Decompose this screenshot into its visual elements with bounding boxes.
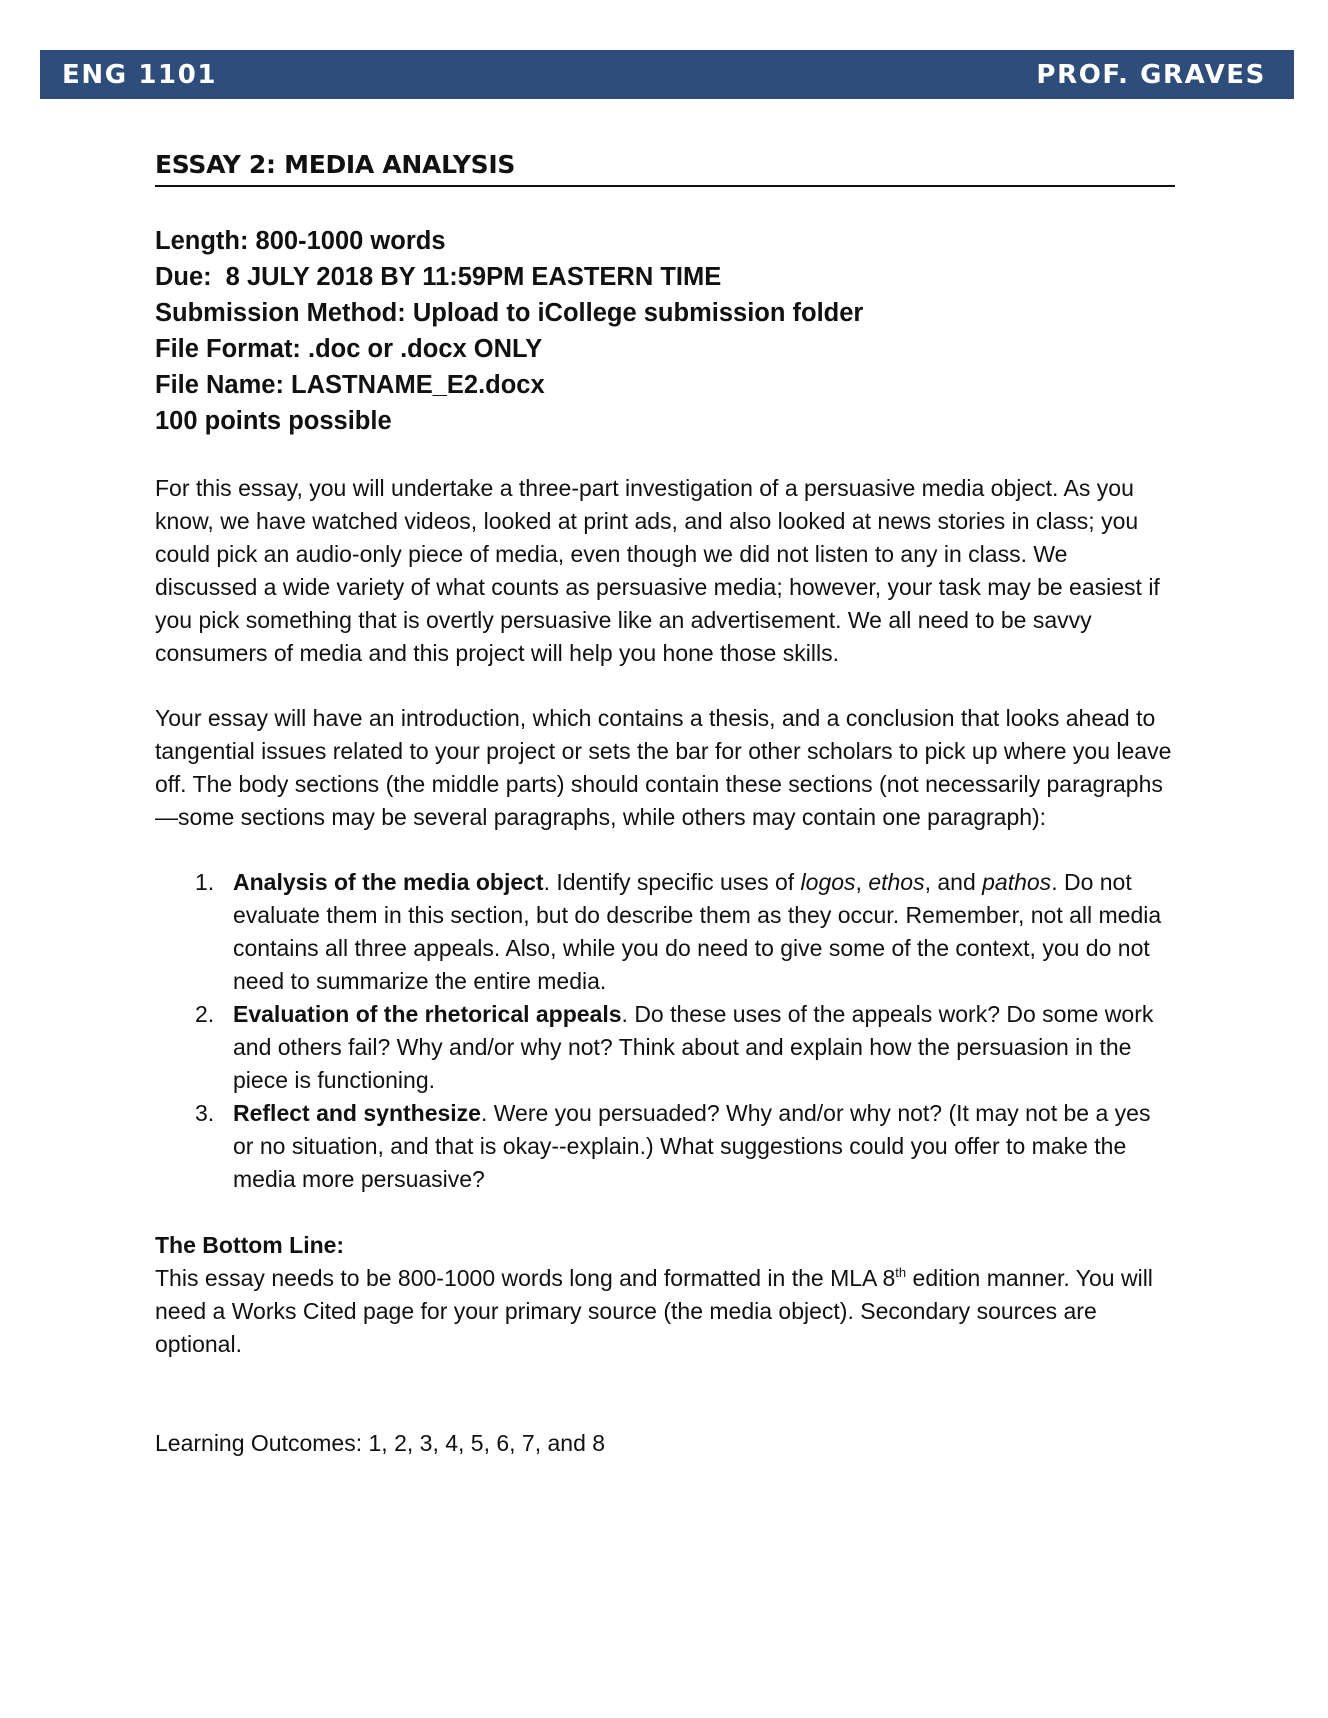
list-number: 2. xyxy=(195,1001,215,1027)
due-value: 8 JULY 2018 BY 11:59PM EASTERN TIME xyxy=(225,263,722,291)
separator: , xyxy=(855,869,869,895)
list-item-heading: Reflect and synthesize xyxy=(233,1100,481,1126)
term-logos: logos xyxy=(800,869,856,895)
list-item-text: . Identify specific uses of xyxy=(543,869,801,895)
instructor-name: PROF. GRAVES xyxy=(1036,59,1266,90)
list-number: 3. xyxy=(195,1100,215,1126)
body-sections-list xyxy=(155,866,1175,1196)
due-line xyxy=(155,259,1175,295)
header-bar xyxy=(40,50,1294,99)
term-ethos: ethos xyxy=(868,869,925,895)
bottom-line-heading: The Bottom Line: xyxy=(155,1232,345,1258)
bottom-line-paragraph xyxy=(155,1262,1175,1361)
intro-paragraph: For this essay, you will undertake a three-part investigation of a persuasive media object. As you know, we have watched videos, looked at print ads, and also looked at news stories in class; you could pick an audio-only piece of media, even though we did not listen to any in class. We discussed a wide variety of what counts as persuasive media; however, your task may be easiest if you pick something that is overtly persuasive like an advertisement. We all need to be savvy consumers of media and this project will help you hone those skills. xyxy=(155,475,1160,666)
list-item-heading: Analysis of the media object xyxy=(233,869,544,895)
term-pathos: pathos xyxy=(982,869,1052,895)
ordinal-superscript: th xyxy=(895,1265,907,1280)
list-item-text: . Do these uses of the appeals work? Do some work and others fail? Why and/or why not? Think about and explain how the persuasion in the piece is functioning. xyxy=(233,1001,1154,1093)
assignment-details xyxy=(155,223,1175,439)
bottom-line-text: edition manner. You will need a Works Cited page for your primary source (the media object). Secondary sources are optional. xyxy=(155,1265,1153,1357)
submission-line: Submission Method: Upload to iCollege submission folder xyxy=(155,299,864,327)
list-item xyxy=(195,1097,1175,1196)
due-label: Due: xyxy=(155,263,212,291)
learning-outcomes: Learning Outcomes: 1, 2, 3, 4, 5, 6, 7, and 8 xyxy=(155,1430,606,1456)
essay-title: ESSAY 2: MEDIA ANALYSIS xyxy=(155,150,1175,187)
bottom-line-text: This essay needs to be 800-1000 words long and formatted in the MLA 8 xyxy=(155,1265,896,1291)
list-item xyxy=(195,998,1175,1097)
list-item-heading: Evaluation of the rhetorical appeals xyxy=(233,1001,622,1027)
points-line: 100 points possible xyxy=(155,407,392,435)
file-format-line: File Format: .doc or .docx ONLY xyxy=(155,335,543,363)
length-line: Length: 800-1000 words xyxy=(155,227,446,255)
course-code: ENG 1101 xyxy=(62,59,218,90)
separator: , and xyxy=(924,869,983,895)
structure-paragraph: Your essay will have an introduction, which contains a thesis, and a conclusion that looks ahead to tangential issues related to your project or sets the bar for other scholars to pick up where you leave off. The body sections (the middle parts) should contain these sections (not necessarily paragraphs—some sections may be several paragraphs, while others may contain one paragraph): xyxy=(155,705,1172,830)
list-item-text: . Do not evaluate them in this section, but do describe them as they occur. Remember, not all media contains all three appeals. Also, while you do need to give some of the context, you do not need to summarize the entire media. xyxy=(233,869,1162,994)
document-body xyxy=(155,150,1175,1460)
list-number: 1. xyxy=(195,869,215,895)
list-item-text: . Were you persuaded? Why and/or why not? (It may not be a yes or no situation, and that is okay--explain.) What suggestions could you offer to make the media more persuasive? xyxy=(233,1100,1151,1192)
file-name-line: File Name: LASTNAME_E2.docx xyxy=(155,371,545,399)
list-item xyxy=(195,866,1175,998)
